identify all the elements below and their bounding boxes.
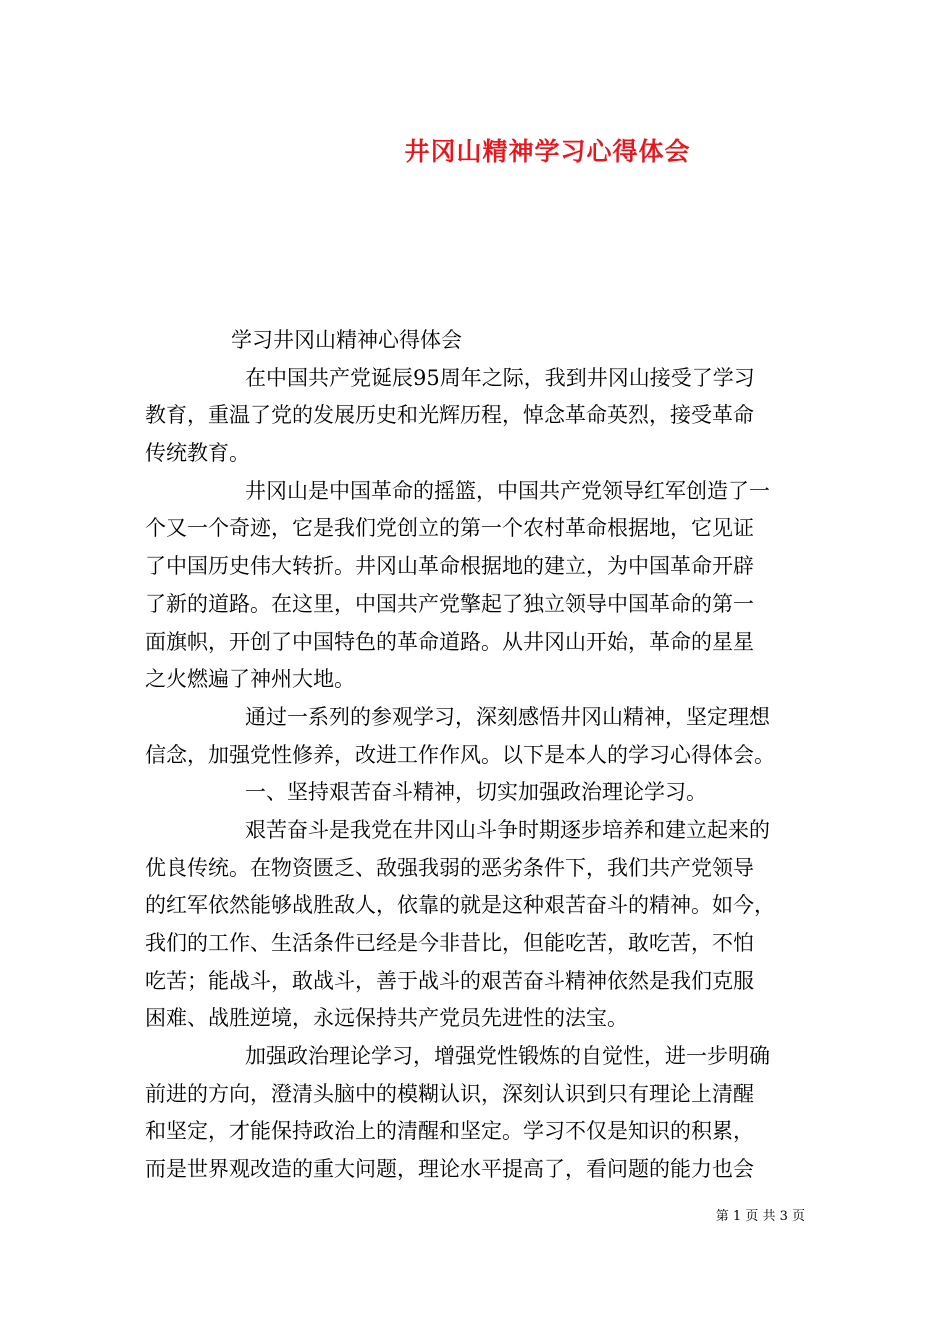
paragraph-line: 艰苦奋斗是我党在井冈山斗争时期逐步培养和建立起来的 — [245, 817, 770, 842]
paragraph-line: 困难、战胜逆境，永远保持共产党员先进性的法宝。 — [145, 1006, 628, 1031]
paragraph-line: 和坚定，才能保持政治上的清醒和坚定。学习不仅是知识的积累， — [145, 1119, 754, 1144]
paragraph-line: 信念，加强党性修养，改进工作作风。以下是本人的学习心得体会。 — [145, 742, 775, 767]
paragraph-line: 教育，重温了党的发展历史和光辉历程，悼念革命英烈，接受革命 — [145, 403, 754, 428]
paragraph-line: 前进的方向，澄清头脑中的模糊认识，深刻认识到只有理论上清醒 — [145, 1081, 754, 1106]
paragraph-line: 加强政治理论学习，增强党性锻炼的自觉性，进一步明确 — [245, 1044, 770, 1069]
paragraph-line: 面旗帜，开创了中国特色的革命道路。从井冈山开始，革命的星星 — [145, 629, 754, 654]
document-body — [145, 322, 805, 1189]
document-title: 井冈山精神学习心得体会 — [404, 137, 691, 166]
paragraph-line: 之火燃遍了神州大地。 — [145, 667, 355, 692]
paragraph-line: 优良传统。在物资匮乏、敌强我弱的恶劣条件下，我们共产党领导 — [145, 855, 754, 880]
paragraph-line: 吃苦；能战斗，敢战斗，善于战斗的艰苦奋斗精神依然是我们克服 — [145, 968, 754, 993]
paragraph-line: 传统教育。 — [145, 441, 250, 466]
paragraph-line: 了新的道路。在这里，中国共产党擎起了独立领导中国革命的第一 — [145, 591, 754, 616]
document-subtitle: 学习井冈山精神心得体会 — [231, 328, 462, 352]
paragraph-line: 通过一系列的参观学习，深刻感悟井冈山精神，坚定理想 — [245, 704, 770, 729]
paragraph-line: 我们的工作、生活条件已经是今非昔比，但能吃苦，敢吃苦，不怕 — [145, 931, 754, 955]
paragraph-line: 在中国共产党诞辰95周年之际，我到井冈山接受了学习 — [245, 365, 755, 390]
paragraph-line: 的红军依然能够战胜敌人，依靠的就是这种艰苦奋斗的精神。如今， — [145, 893, 775, 918]
paragraph-line: 而是世界观改造的重大问题，理论水平提高了，看问题的能力也会 — [145, 1157, 754, 1182]
paragraph-line: 个又一个奇迹，它是我们党创立的第一个农村革命根据地，它见证 — [145, 516, 754, 541]
paragraph-line: 井冈山是中国革命的摇篮，中国共产党领导红军创造了一 — [245, 478, 770, 503]
paragraph-line: 了中国历史伟大转折。井冈山革命根据地的建立，为中国革命开辟 — [145, 554, 754, 579]
section-heading: 一、坚持艰苦奋斗精神，切实加强政治理论学习。 — [245, 780, 707, 805]
page-footer: 第 1 页 共 3 页 — [715, 1209, 805, 1224]
